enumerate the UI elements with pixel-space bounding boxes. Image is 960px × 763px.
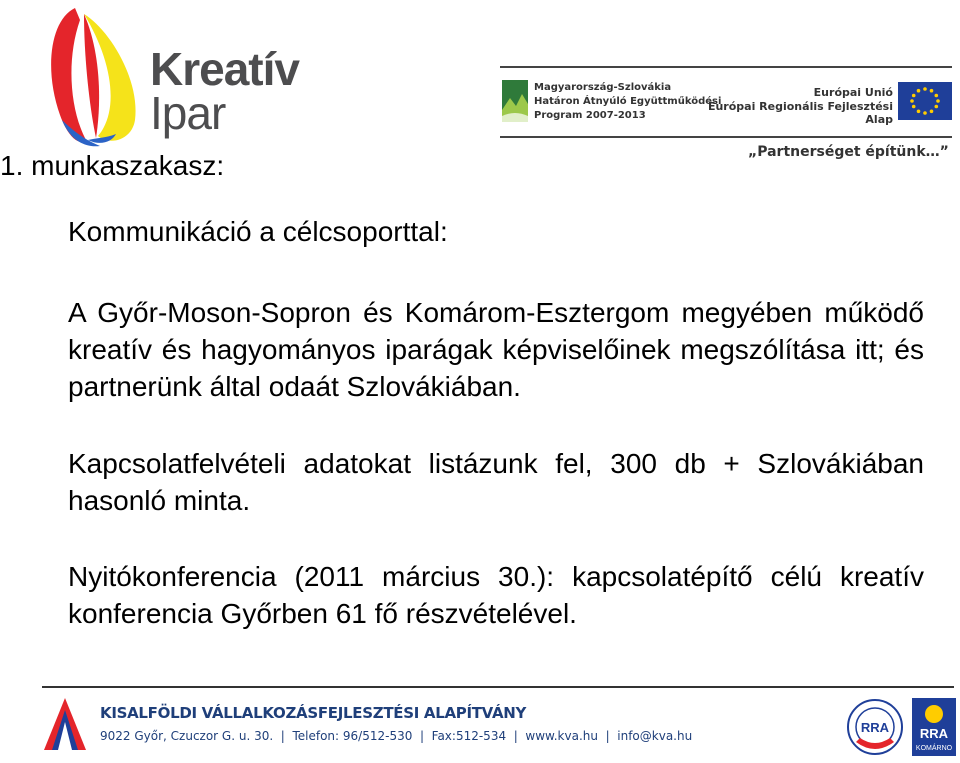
paragraph-1: A Győr-Moson-Sopron és Komárom-Esztergom megyében működő kreatív és hagyományos iparágak képviselőinek megszólítása itt; és partnerünk által odaát Szlovákiában. bbox=[68, 297, 924, 402]
eu-union-label: Európai Unió bbox=[813, 86, 893, 99]
logo-word-ipar: Ipar bbox=[150, 87, 226, 139]
rra-komarno-text: RRA bbox=[919, 726, 949, 741]
program-line-1: Magyarország-Szlovákia bbox=[534, 82, 672, 93]
hu-sk-program-emblem-icon bbox=[500, 76, 530, 126]
slide-subtitle: Kommunikáció a célcsoporttal: bbox=[68, 216, 448, 247]
rra-seal-text: RRA bbox=[860, 720, 890, 735]
footer-divider bbox=[42, 686, 954, 688]
program-line-3: Program 2007-2013 bbox=[534, 110, 646, 121]
logo-word-kreativ: Kreatív bbox=[150, 43, 299, 95]
eu-flag-icon bbox=[898, 82, 952, 120]
paragraph-3: Nyitókonferencia (2011 március 30.): kapcsolatépítő célú kreatív konferencia Győrben 61 fő részvételével. bbox=[68, 561, 924, 629]
rra-komarno-city: KOMÁRNO bbox=[915, 745, 953, 752]
header-divider-bottom bbox=[500, 136, 952, 138]
footer-org-name: KISALFÖLDI VÁLLALKOZÁSFEJLESZTÉSI ALAPÍTVÁNY bbox=[100, 704, 527, 722]
program-line-2: Határon Átnyúló Együttműködési bbox=[534, 96, 722, 107]
rra-seal-icon bbox=[846, 698, 904, 756]
eu-fund-label: Európai Regionális Fejlesztési Alap bbox=[707, 100, 893, 126]
kva-logo-icon bbox=[42, 696, 88, 752]
kreativ-ipar-logo-icon bbox=[40, 0, 150, 150]
rra-komarno-logo-icon bbox=[912, 698, 956, 756]
slogan: „Partnerséget építünk…” bbox=[748, 144, 949, 160]
header-divider-top bbox=[500, 66, 952, 68]
footer-contact: 9022 Győr, Czuczor G. u. 30. | Telefon: 96/512-530 | Fax:512-534 | www.kva.hu | info@kva.hu bbox=[100, 729, 693, 743]
slide-title: 1. munkaszakasz: bbox=[0, 150, 225, 181]
paragraph-2: Kapcsolatfelvételi adatokat listázunk fel, 300 db + Szlovákiában hasonló minta. bbox=[68, 448, 924, 516]
